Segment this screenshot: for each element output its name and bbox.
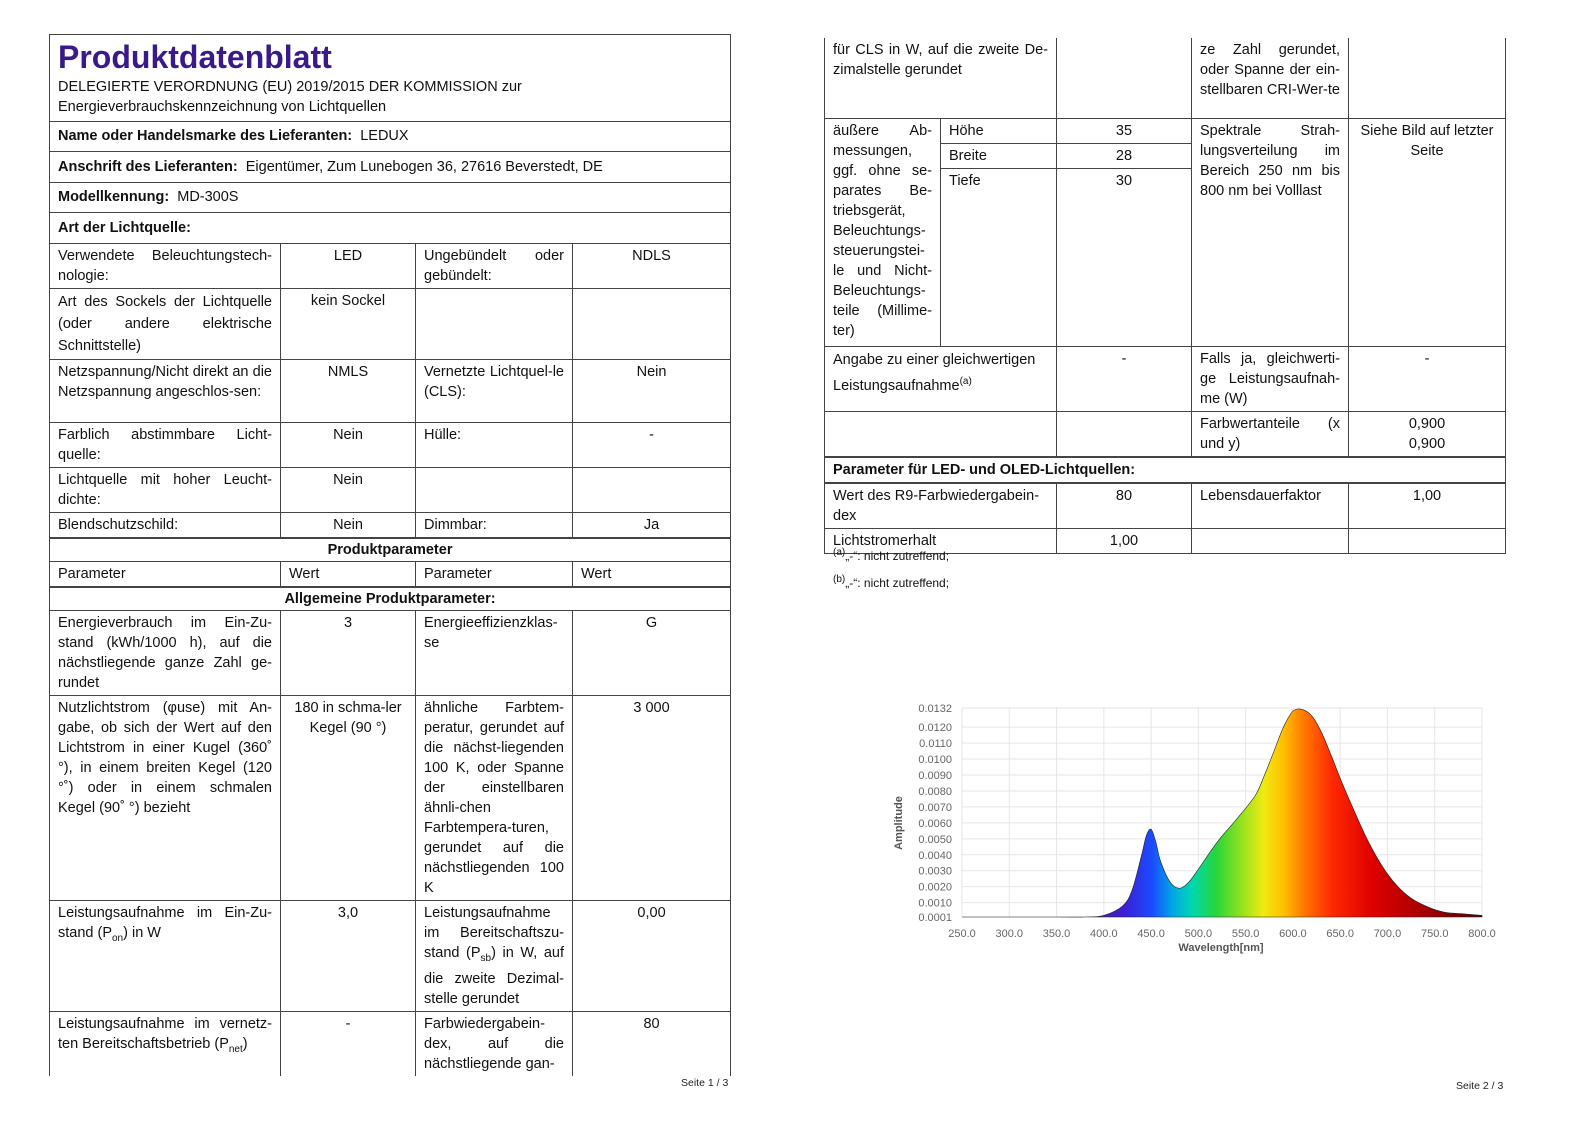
general-row-value: 180 in schma-ler Kegel (90 °)	[281, 696, 416, 901]
supplier-name-row	[50, 122, 731, 152]
lifetime-param: Lebensdauerfaktor	[1192, 483, 1349, 529]
column-header-row	[50, 562, 731, 588]
cri-value-cont	[1349, 38, 1506, 118]
type-row	[50, 513, 731, 539]
general-row-param-2: Energieeffizienzklas-se	[416, 611, 573, 696]
y-tick-label: 0.0020	[918, 881, 952, 894]
y-tick-label: 0.0050	[918, 833, 952, 846]
empty-cell	[1192, 528, 1349, 553]
y-tick-label: 0.0001	[918, 912, 952, 924]
type-row-param-2: Ungebündelt oder gebündelt:	[416, 244, 573, 289]
power-on-param: Leistungsaufnahme im Ein-Zu-stand $(P_{on})$ in W	[50, 901, 281, 1012]
product-datasheet-table-continued	[824, 38, 1506, 554]
general-row-param: Energieverbrauch im Ein-Zu-stand (kWh/1000 h), auf die nächstliegende ganze Zahl ge-rundet	[50, 611, 281, 696]
regulation-line-1: DELEGIERTE VERORDNUNG (EU) 2019/2015 DER KOMMISSION zur	[58, 79, 522, 95]
chromaticity-row	[825, 411, 1506, 457]
type-row-value: Nein	[281, 513, 416, 539]
page-title: Produktdatenblatt	[58, 39, 332, 75]
page-1-footer: Seite 1 / 3	[681, 1077, 729, 1089]
type-row-value: LED	[281, 244, 416, 289]
regulation-line-2: Energieverbrauchskennzeichnung von Lichtquellen	[58, 99, 387, 115]
x-tick-label: 250.0	[948, 928, 976, 940]
x-tick-label: 750.0	[1420, 928, 1449, 940]
x-tick-label: 450.0	[1137, 928, 1165, 940]
supplier-name-label: Name oder Handelsmarke des Lieferanten:	[58, 128, 353, 144]
y-tick-label: 0.0060	[918, 817, 952, 830]
type-row-value-2: Nein	[573, 360, 731, 423]
y-tick-label: 0.0040	[918, 849, 952, 862]
y-tick-label: 0.0100	[918, 754, 952, 767]
header-cell	[50, 35, 731, 122]
type-row-value: Nein	[281, 468, 416, 513]
type-row-param: Farblich abstimmbare Licht-quelle:	[50, 423, 281, 468]
x-tick-label: 550.0	[1231, 928, 1260, 940]
cri-value: 80	[573, 1011, 731, 1076]
spectral-distribution-chart	[880, 695, 1500, 960]
continued-row	[825, 38, 1506, 118]
x-axis-label: Wavelength[nm]	[1178, 942, 1264, 954]
general-row	[50, 696, 731, 901]
standby-param: Leistungsaufnahme im Bereitschaftszu-stand $(P_{sb})$ in W, auf die zweite Dezimal-stelle gerundet	[416, 901, 573, 1012]
r9-value: 80	[1057, 483, 1192, 529]
type-row-param: Lichtquelle mit hoher Leucht-dichte:	[50, 468, 281, 513]
type-row-param-2	[416, 468, 573, 513]
dimension-row	[825, 118, 1506, 143]
dimensions-param: äußere Ab-messungen, ggf. ohne se-parates Be-triebsgerät, Beleuchtungs-steuerungstei-le und Nicht-Beleuchtungs-teile (Millime-ter)	[825, 118, 941, 346]
r9-param: Wert des R9-Farbwiedergabein-dex	[825, 483, 1057, 529]
footnote-a: $^{(a)}$„-“: nicht zutreffend;	[833, 547, 950, 563]
type-row-value-2	[573, 289, 731, 360]
x-axis-ticks	[948, 928, 1496, 940]
supplier-address-value: Eigentümer, Zum Lunebogen 36, 27616 Beverstedt, DE	[245, 159, 603, 175]
y-tick-label: 0.0080	[918, 785, 952, 798]
y-tick-label: 0.0070	[918, 801, 952, 814]
x-tick-label: 350.0	[1042, 928, 1071, 940]
supplier-address-row	[50, 152, 731, 183]
type-row-param: Art des Sockels der Lichtquelle (oder andere elektrische Schnittstelle)	[50, 289, 281, 360]
spectral-param: Spektrale Strah-lungsverteilung im Bereich 250 nm bis 800 nm bei Volllast	[1192, 118, 1349, 346]
col-header-param: Parameter	[50, 562, 281, 588]
power-on-value: 3,0	[281, 901, 416, 1012]
power-row	[50, 901, 731, 1012]
page-2	[824, 38, 1505, 554]
lumen-maintenance-param: Lichtstromerhalt	[825, 528, 1057, 553]
page-1	[49, 34, 730, 1076]
product-datasheet-table	[49, 34, 731, 1076]
supplier-address-label: Anschrift des Lieferanten:	[58, 159, 238, 175]
type-row-param-2: Vernetzte Lichtquel-le (CLS):	[416, 360, 573, 423]
x-tick-label: 650.0	[1326, 928, 1354, 940]
model-row	[50, 183, 731, 213]
type-row	[50, 423, 731, 468]
col-header-value: Wert	[281, 562, 416, 588]
if-yes-param: Falls ja, gleichwerti-ge Leistungsaufnah-me (W)	[1192, 346, 1349, 411]
x-tick-label: 300.0	[995, 928, 1024, 940]
cri-param-cont: ze Zahl gerundet, oder Spanne der ein-stellbaren CRI-Wer-te	[1192, 38, 1349, 118]
general-row-param: Nutzlichtstrom (φuse) mit An-gabe, ob sich der Wert auf den Lichtstrom in einer Kugel (360˚ °), in einem breiten Kegel (120 °˚) oder in einem schmalen Kegel (90˚ °) bezieht	[50, 696, 281, 901]
type-row	[50, 468, 731, 513]
width-label: Breite	[941, 143, 1057, 168]
empty-cell	[1057, 411, 1192, 457]
net-row	[50, 1011, 731, 1076]
product-params-heading: Produktparameter	[50, 538, 731, 562]
type-row-param-2	[416, 289, 573, 360]
type-row-param-2: Dimmbar:	[416, 513, 573, 539]
lumen-maintenance-value: 1,00	[1057, 528, 1192, 553]
x-tick-label: 700.0	[1373, 928, 1402, 940]
type-row-value: Nein	[281, 423, 416, 468]
y-tick-label: 0.0090	[918, 770, 952, 783]
spectral-value: Siehe Bild auf letzter Seite	[1349, 118, 1506, 346]
general-row-value-2: G	[573, 611, 731, 696]
equivalent-power-param: Angabe zu einer gleichwertigen Leistungsaufnahme$^{(a)}$	[825, 346, 1057, 411]
model-value: MD-300S	[177, 189, 239, 205]
y-axis-ticks	[918, 703, 952, 924]
equivalent-power-value: -	[1057, 346, 1192, 411]
standby-value: 0,00	[573, 901, 731, 1012]
chromaticity-param: Farbwertanteile (x und y)	[1192, 411, 1349, 457]
y-axis-label: Amplitude	[893, 796, 905, 850]
type-row-value-2: NDLS	[573, 244, 731, 289]
type-row-param: Blendschutzschild:	[50, 513, 281, 539]
type-row-param: Verwendete Beleuchtungstech-nologie:	[50, 244, 281, 289]
type-row	[50, 289, 731, 360]
chromaticity-y: 0,900	[1408, 435, 1446, 452]
chromaticity-x: 0,900	[1408, 415, 1446, 432]
x-tick-label: 600.0	[1279, 928, 1307, 940]
lifetime-value: 1,00	[1349, 483, 1506, 529]
net-standby-param: Leistungsaufnahme im vernetz-ten Bereitschaftsbetrieb $(P_{net})$	[50, 1011, 281, 1076]
r9-row	[825, 483, 1506, 529]
x-tick-label: 800.0	[1468, 928, 1496, 940]
col-header-param-2: Parameter	[416, 562, 573, 588]
type-row-param-2: Hülle:	[416, 423, 573, 468]
depth-label: Tiefe	[941, 168, 1057, 346]
if-yes-value: -	[1349, 346, 1506, 411]
chromaticity-value	[1349, 411, 1506, 457]
net-standby-value: -	[281, 1011, 416, 1076]
type-row-param: Netzspannung/Nicht direkt an die Netzspannung angeschlos-sen:	[50, 360, 281, 423]
y-tick-label: 0.0030	[918, 865, 952, 878]
height-label: Höhe	[941, 118, 1057, 143]
general-row-value: 3	[281, 611, 416, 696]
y-tick-label: 0.0132	[918, 703, 952, 715]
type-row-value: NMLS	[281, 360, 416, 423]
x-tick-label: 500.0	[1184, 928, 1213, 940]
depth-value: 30	[1057, 168, 1192, 346]
cls-standby-value-cont	[1057, 38, 1192, 118]
type-row	[50, 360, 731, 423]
type-row-value-2: Ja	[573, 513, 731, 539]
led-params-heading: Parameter für LED- und OLED-Lichtquellen:	[825, 457, 1506, 483]
y-tick-label: 0.0120	[918, 722, 952, 735]
general-row-param-2: ähnliche Farbtem-peratur, gerundet auf die nächst-liegenden 100 K, oder Spanne der einstellbaren ähnli-chen Farbtempera-turen, gerundet auf die nächstliegenden 100 K	[416, 696, 573, 901]
height-value: 35	[1057, 118, 1192, 143]
footnote-b: $^{(b)}$„-“: nicht zutreffend;	[833, 574, 950, 590]
type-row-value-2: -	[573, 423, 731, 468]
type-row	[50, 244, 731, 289]
model-label: Modellkennung:	[58, 189, 170, 205]
general-row	[50, 611, 731, 696]
footnotes	[833, 541, 949, 595]
y-tick-label: 0.0110	[919, 738, 952, 751]
general-row-value-2: 3 000	[573, 696, 731, 901]
y-tick-label: 0.0010	[918, 897, 952, 910]
spectrum-area	[962, 709, 1482, 917]
equivalent-power-row	[825, 346, 1506, 411]
width-value: 28	[1057, 143, 1192, 168]
cls-standby-param-cont: für CLS in W, auf die zweite De-zimalstelle gerundet	[825, 38, 1057, 118]
cri-param: Farbwiedergabein-dex, auf die nächstliegende gan-	[416, 1011, 573, 1076]
x-tick-label: 400.0	[1090, 928, 1118, 940]
supplier-name-value: LEDUX	[360, 128, 409, 144]
general-params-heading: Allgemeine Produktparameter:	[50, 587, 731, 611]
type-row-value-2	[573, 468, 731, 513]
page-2-footer: Seite 2 / 3	[1456, 1080, 1504, 1092]
col-header-value-2: Wert	[573, 562, 731, 588]
type-row-value: kein Sockel	[281, 289, 416, 360]
empty-cell	[1349, 528, 1506, 553]
empty-cell	[825, 411, 1057, 457]
light-source-type-heading: Art der Lichtquelle:	[50, 213, 731, 244]
